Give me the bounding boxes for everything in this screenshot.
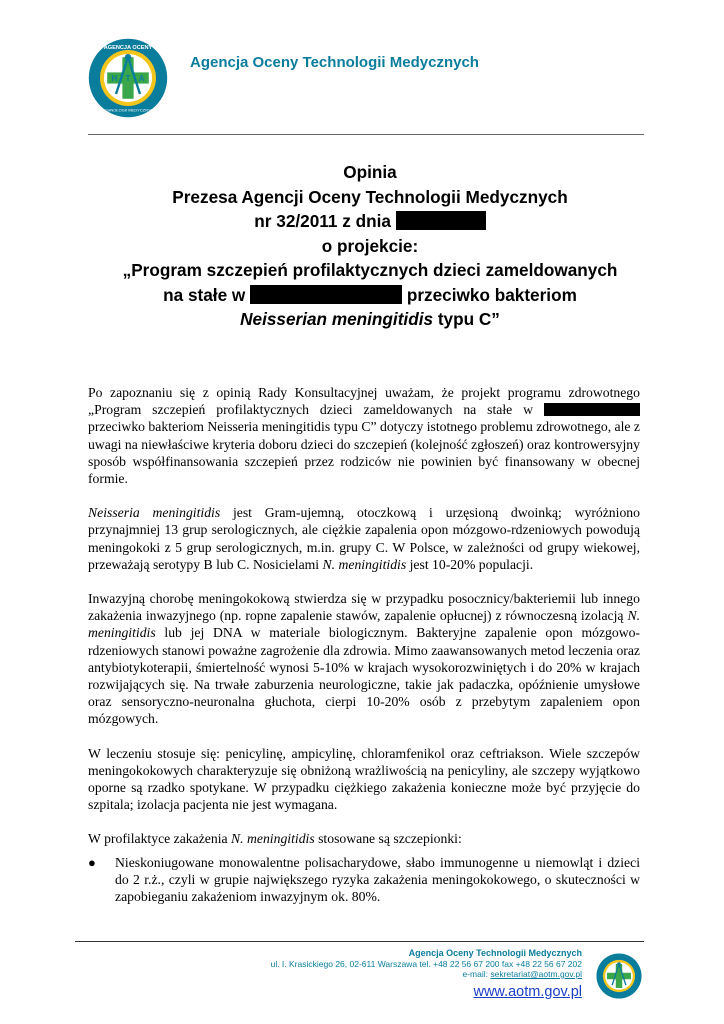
footer-address: ul. I. Krasickiego 26, 02-611 Warszawa tel. +48 22 56 67 200 fax +48 22 56 67 202 [270,958,582,969]
redacted-date [396,211,486,230]
title-line-2: Prezesa Agencji Oceny Technologii Medycznych [172,186,568,207]
paragraph-1: Po zapoznaniu się z opinią Rady Konsultacyjnej uważam, że projekt programu zdrowotnego „Program szczepień profilaktycznych dzieci zameldowanych na stałe w przeciwko bakteriom Neisseria meningitidis typu C” dotyczy istotnego problemu zdrowotnego, ale z uwagi na niewłaściwe kryteria doboru dzieci do szczepień (kolejność zgłoszeń) oraz kontrowersyjny sposób współfinansowania szczepień przez rodziców nie powinien być finansowany w obecnej formie. [88,385,640,487]
bullet-icon: ● [88,854,96,870]
vaccine-list [88,854,640,906]
footer-website-link[interactable]: www.aotm.gov.pl [473,983,582,1000]
title-line-1: Opinia [343,162,397,182]
title-line-5: „Program szczepień profilaktycznych dzieci zameldowanych [122,260,618,280]
svg-text:AGENCJA OCENY: AGENCJA OCENY [103,45,153,52]
title-line-4: o projekcie: [321,235,419,256]
document-title [80,160,660,332]
svg-text:TECHNOLOGII MEDYCZNYCH: TECHNOLOGII MEDYCZNYCH [99,107,157,113]
paragraph-4: W leczeniu stosuje się: penicylinę, ampicylinę, chloramfenikol oraz ceftriakson. Wiele szczepów meningokokowych charakteryzuje się obniżoną wrażliwością na penicyliny, ale szczepy wyjątkowo oporne są rzadko spotykane. W przypadku ciężkiego zakażenia konieczne może być przyjęcie do szpitala; izolacja pacjenta nie jest wymagana. [88,745,640,813]
list-item: ● Nieskoniugowane monowalentne polisacharydowe, słabo immunogenne u niemowląt i dzieci do 2 r.ż., czyli w grupie największego ryzyka zakażenia meningokokowego, o skuteczności w zapobieganiu zakażeniom inwazyjnym ok. 80%. [88,854,640,905]
redacted-location-inline [544,403,640,416]
footer-email-line: e-mail: sekretariat@aotm.gov.pl [462,969,582,979]
footer-org-name: Agencja Oceny Technologii Medycznych [408,948,582,958]
paragraph-2: Neisseria meningitidis jest Gram-ujemną, otoczkową i urzęsioną dwoinką; wyróżniono przynajmniej 13 grup serologicznych, ale ciężkie zapalenia opon mózgowo-rdzeniowych powodują meningokoki z 5 grup serologicznych, m.in. grupy C. W Polsce, w zależności od grupy wiekowej, przeważają serotypy B lub C. Nosicielami N. meningitidis jest 10-20% populacji. [88,505,640,572]
paragraph-5: W profilaktyce zakażenia N. meningitidis stosowane są szczepionki: [88,831,462,847]
title-line-7: Neisserian meningitidis typu C” [240,309,500,329]
document-body [88,384,640,905]
title-line-6: na stałe w przeciwko bakteriom [163,284,577,305]
header-divider [88,134,644,135]
footer-email-link[interactable]: sekretariat@aotm.gov.pl [490,969,582,979]
title-line-3: nr 32/2011 z dnia [80,209,660,234]
header-org-name: Agencja Oceny Technologii Medycznych [190,54,479,71]
footer [271,948,582,1002]
aotm-logo-small [596,953,642,999]
aotm-logo [88,38,168,118]
svg-text:A: A [138,74,145,84]
footer-divider [75,941,644,942]
redacted-location [250,285,402,304]
paragraph-3: Inwazyjną chorobę meningokokową stwierdza się w przypadku posocznicy/bakteriemii lub innego zakażenia inwazyjnego (np. ropne zapalenie stawów, zapalenie opłucnej) z równoczesną izolacją N. meningitidis lub jej DNA w materiale biologicznym. Bakteryjne zapalenie opon mózgowo-rdzeniowych stanowi poważne zagrożenie dla zdrowia. Mimo zaawansowanych metod leczenia oraz antybiotykoterapii, śmiertelność wynosi 5-10% w krajach wysokorozwiniętych i do 20% w krajach rozwijających się. Na trwałe zaburzenia neurologiczne, takie jak padaczka, opóźnienie umysłowe oraz sensoryczno-neuronalna głuchota, cierpi 10-20% osób z przebytym zapaleniem opon mózgowych. [88,591,640,727]
svg-text:H: H [111,74,118,84]
svg-text:T: T [125,74,131,84]
